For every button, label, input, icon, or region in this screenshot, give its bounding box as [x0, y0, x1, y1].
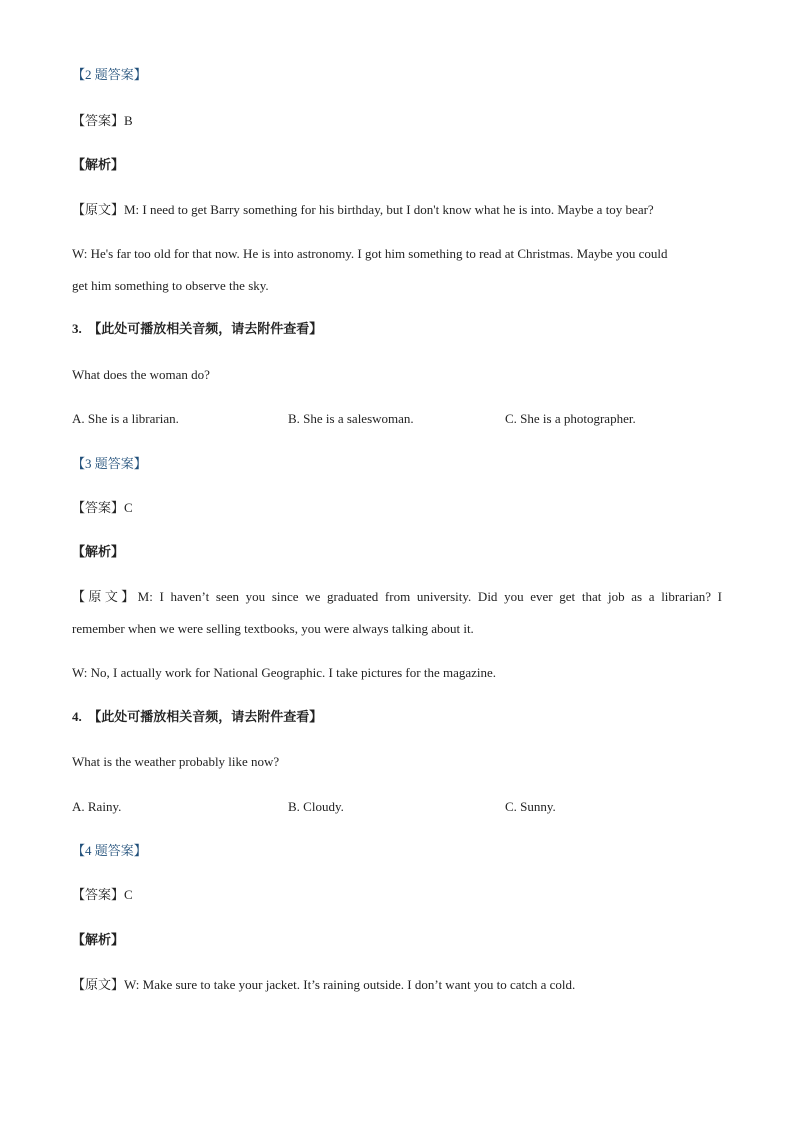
- q3-option-b: B. She is a saleswoman.: [288, 411, 414, 426]
- q3-transcript-line-1: 【原文】M: I haven’t seen you since we graduated from university. Did you ever get that job as a librarian? I: [72, 589, 722, 604]
- q4-question: What is the weather probably like now?: [72, 754, 280, 769]
- q3-transcript-line-3: W: No, I actually work for National Geographic. I take pictures for the magazine.: [72, 665, 497, 680]
- q4-option-a: A. Rainy.: [72, 799, 122, 814]
- q4-answer-heading: 【4 题答案】: [72, 843, 147, 858]
- q3-option-a: A. She is a librarian.: [72, 411, 179, 426]
- q2-analysis-label: 【解析】: [72, 157, 125, 172]
- q4-answer: 【答案】C: [72, 887, 133, 902]
- q4-audio-prompt[interactable]: 4. 【此处可播放相关音频，请去附件查看】: [72, 709, 323, 724]
- q3-audio-prompt[interactable]: 3. 【此处可播放相关音频，请去附件查看】: [72, 321, 323, 336]
- q3-question: What does the woman do?: [72, 367, 210, 382]
- q2-transcript-line-1: 【原文】M: I need to get Barry something for his birthday, but I don't know what he is into. Maybe a toy bear?: [72, 202, 654, 217]
- q2-answer-heading: 【2 题答案】: [72, 67, 147, 82]
- q3-answer: 【答案】C: [72, 500, 133, 515]
- q3-answer-heading: 【3 题答案】: [72, 456, 147, 471]
- q4-option-c: C. Sunny.: [505, 799, 556, 814]
- q4-transcript-line-1: 【原文】W: Make sure to take your jacket. It’s raining outside. I don’t want you to catch a cold.: [72, 977, 576, 992]
- q2-answer: 【答案】B: [72, 113, 133, 128]
- q3-transcript-line-2: remember when we were selling textbooks, you were always talking about it.: [72, 621, 474, 636]
- q4-analysis-label: 【解析】: [72, 932, 125, 947]
- q3-option-c: C. She is a photographer.: [505, 411, 636, 426]
- q2-transcript-line-2: W: He's far too old for that now. He is into astronomy. I got him something to read at Christmas. Maybe you could: [72, 246, 668, 261]
- q4-option-b: B. Cloudy.: [288, 799, 344, 814]
- q2-transcript-line-3: get him something to observe the sky.: [72, 278, 269, 293]
- q3-analysis-label: 【解析】: [72, 544, 125, 559]
